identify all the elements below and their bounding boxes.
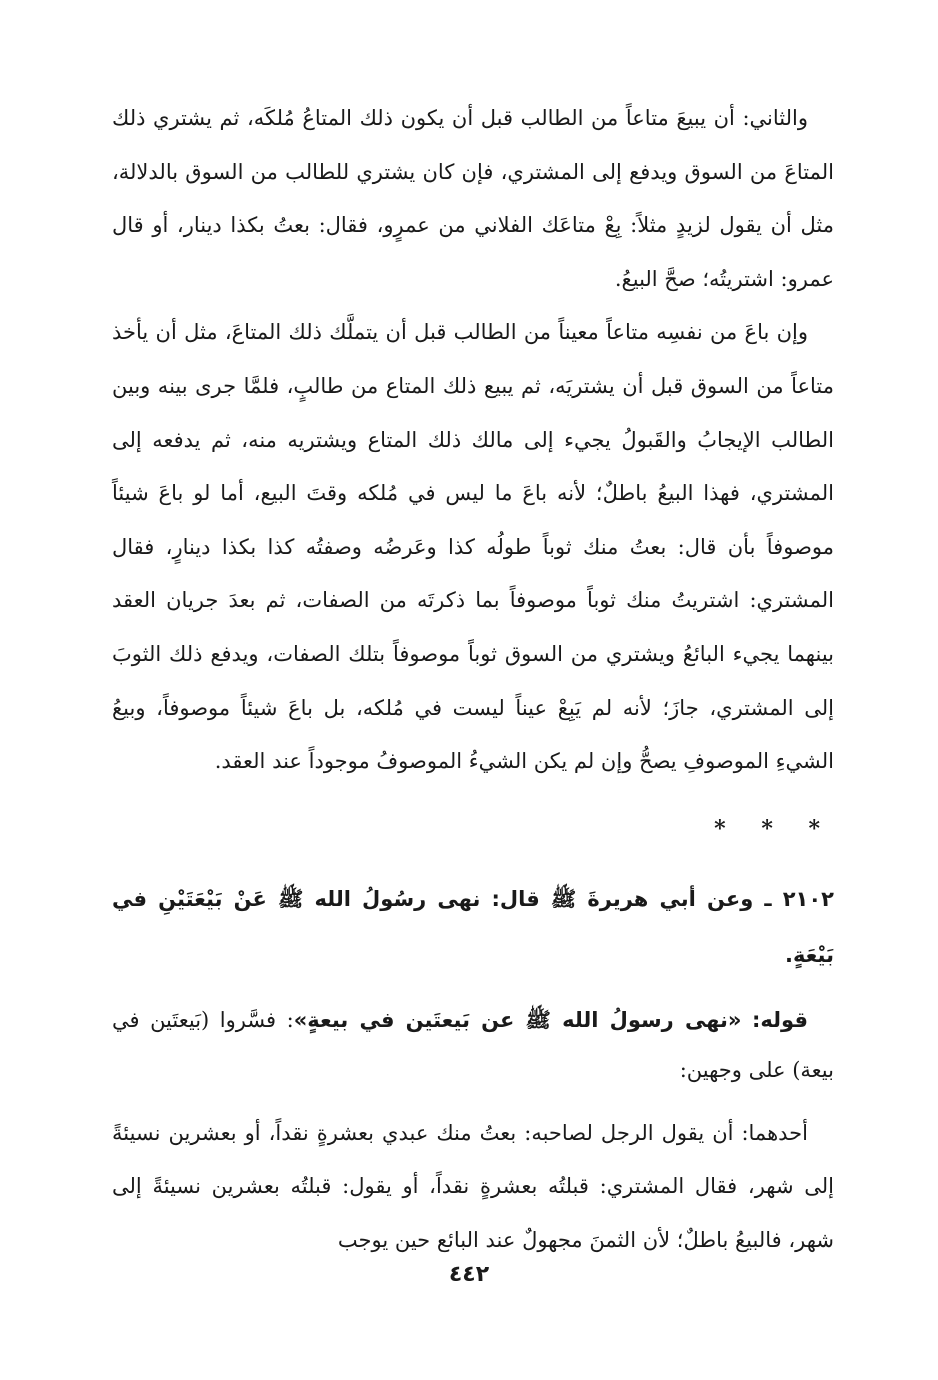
commentary-intro	[112, 995, 834, 1095]
commentary-quote: «نهى رسولُ الله ﷺ عن بَيعتَين في بيعةٍ»	[293, 1007, 742, 1032]
commentary-rest: : فسَّروا (بَيعتَين في بيعة) على وجهين:	[112, 1007, 834, 1082]
hadith-text: ٢١٠٢ ـ وعن أبي هريرةَ ﷺ قال: نهى رسُولُ الله ﷺ عَنْ بَيْعَتَيْنِ في بَيْعَةٍ.	[112, 886, 834, 967]
paragraph-second-case: والثاني: أن يبيعَ متاعاً من الطالب قبل أن يكون ذلك المتاعُ مُلكَه، ثم يشتري ذلك المتاعَ من السوق ويدفع إلى المشتري، فإن كان يشتري للطالب من السوق بالدلالة، مثل أن يقول لزيدٍ مثلاً: بِعْ متاعَك الفلاني من عمرٍو، فقال: بعتُ بكذا دينار، أو قال عمرو: اشتريتُه؛ صحَّ البيعُ.	[112, 106, 834, 291]
page-number: ٤٤٢	[448, 1262, 490, 1287]
commentary-label: قوله:	[752, 1007, 808, 1032]
paragraph-selling-before-owning: وإن باعَ من نفسِه متاعاً معيناً من الطالب قبل أن يتملَّك ذلك المتاعَ، مثل أن يأخذ متاعاً من السوق قبل أن يشتريَه، ثم يبيع ذلك المتاع من طالبٍ، فلمَّا جرى بينه وبين الطالب الإيجابُ والقَبولُ يجيء إلى مالك ذلك المتاع ويشتريه منه، ثم يدفعه إلى المشتري، فهذا البيعُ باطلٌ؛ لأنه باعَ ما ليس في مُلكه وقتَ البيع، أما لو باعَ شيئاً موصوفاً بأن قال: بعتُ منك ثوباً طولُه كذا وعَرضُه وصفتُه كذا بكذا دينارٍ، فقال المشتري: اشتريتُ منك ثوباً موصوفاً بما ذكرتَه من الصفات، ثم بعدَ جريان العقد بينهما يجيء البائعُ ويشتري من السوق ثوباً موصوفاً بتلك الصفات، ويدفع ذلك الثوبَ إلى المشتري، جازَ؛ لأنه لم يَبِعْ عيناً ليست في مُلكه، بل باعَ شيئاً موصوفاً، وبيعُ الشيءِ الموصوفِ يصحُّ وإن لم يكن الشيءُ الموصوفُ موجوداً عند العقد.	[112, 320, 834, 774]
section-separator: * * *	[714, 815, 834, 842]
paragraph-first-interpretation: أحدهما: أن يقول الرجل لصاحبه: بعتُ منك عبدي بعشرةٍ نقداً، أو بعشرين نسيئةً إلى شهر، فقال المشتري: قبلتُه بعشرةٍ نقداً، أو يقول: قبلتُه بعشرين نسيئةً إلى شهر، فالبيعُ باطلٌ؛ لأن الثمنَ مجهولٌ عند البائع حين يوجب	[112, 1120, 834, 1252]
book-page	[112, 92, 834, 1312]
